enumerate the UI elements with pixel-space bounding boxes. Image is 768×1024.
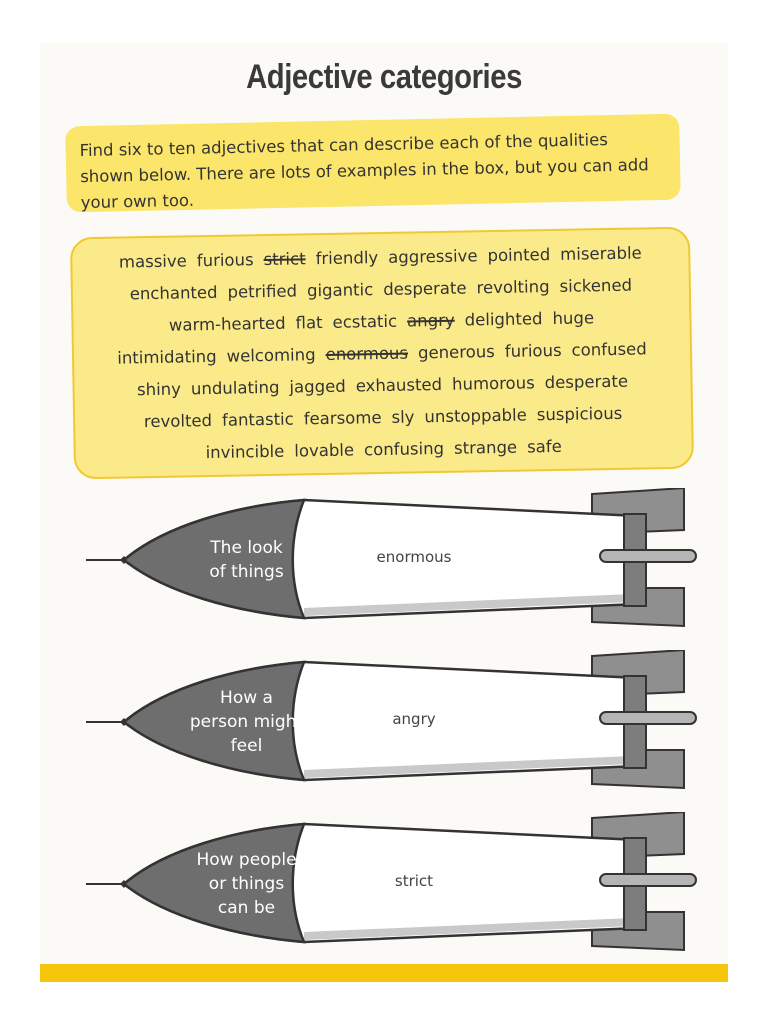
word: shiny <box>136 379 182 400</box>
word: delighted <box>464 309 543 330</box>
word: furious <box>196 250 254 271</box>
rocket-example-word: strict <box>394 872 434 890</box>
rocket-label-line: The look <box>210 538 283 558</box>
word: unstoppable <box>424 405 527 427</box>
rocket-label-line: feel <box>230 736 263 756</box>
word: strange <box>453 437 518 458</box>
word: flat <box>295 313 323 333</box>
word: petrified <box>227 281 298 302</box>
word: confused <box>571 339 647 360</box>
rocket-category-label <box>184 536 309 584</box>
footer-bar <box>40 964 728 982</box>
word: desperate <box>544 371 629 393</box>
rocket-label-line: can be <box>217 898 276 918</box>
rocket-category-label <box>184 848 309 920</box>
word: fearsome <box>303 408 382 429</box>
word-struck: enormous <box>325 343 409 364</box>
rocket-category-label <box>184 686 309 758</box>
rocket-label-line: How people <box>196 850 297 870</box>
word: welcoming <box>226 345 316 366</box>
word: pointed <box>487 245 551 266</box>
word: confusing <box>363 438 445 460</box>
word-struck: angry <box>406 310 455 331</box>
word: jagged <box>289 376 346 397</box>
word: warm-hearted <box>168 313 286 335</box>
instruction-box <box>65 114 681 213</box>
word: safe <box>526 436 562 457</box>
instruction-text: Find six to ten adjectives that can describe each of the qualities shown below. There are lots of examples in the box, but you can add your own too. <box>79 130 649 213</box>
word: friendly <box>315 248 379 269</box>
word: sickened <box>559 275 633 296</box>
word-row <box>76 435 692 465</box>
rocket-label-line: of things <box>209 562 284 582</box>
word: generous <box>417 342 495 363</box>
word: fantastic <box>221 409 294 430</box>
word-row <box>73 275 689 305</box>
word: revolted <box>143 410 213 432</box>
rocket-label-line: or things <box>208 874 285 894</box>
rocket-diagram <box>84 650 704 790</box>
rocket-label-line: person might <box>189 712 304 732</box>
word: intimidating <box>117 346 217 368</box>
word: humorous <box>451 373 535 394</box>
word: ecstatic <box>332 311 398 332</box>
word-row <box>74 339 690 369</box>
word: desperate <box>383 278 467 299</box>
word: suspicious <box>536 403 623 425</box>
word: huge <box>552 308 595 329</box>
word: exhausted <box>355 374 443 396</box>
rocket-diagram <box>84 488 704 628</box>
word: lovable <box>294 440 355 461</box>
rocket-label-line: How a <box>220 688 273 708</box>
word: furious <box>504 340 562 361</box>
word-struck: strict <box>263 249 306 270</box>
word-row <box>74 371 690 401</box>
word: undulating <box>190 377 280 399</box>
word: sly <box>391 407 415 427</box>
word-row <box>72 243 688 273</box>
word-row <box>73 307 689 337</box>
word: miserable <box>560 243 642 264</box>
word-bank <box>70 227 694 480</box>
word: enchanted <box>129 282 218 304</box>
word: aggressive <box>388 246 478 267</box>
rocket-example-word: enormous <box>376 548 452 566</box>
word: massive <box>118 251 187 272</box>
page-title: Adjective categories <box>246 58 522 96</box>
word: invincible <box>205 441 285 463</box>
rocket-diagram <box>84 812 704 952</box>
word: gigantic <box>306 280 374 301</box>
rocket-example-word: angry <box>392 710 436 728</box>
word: revolting <box>476 277 550 298</box>
word-row <box>75 403 691 433</box>
